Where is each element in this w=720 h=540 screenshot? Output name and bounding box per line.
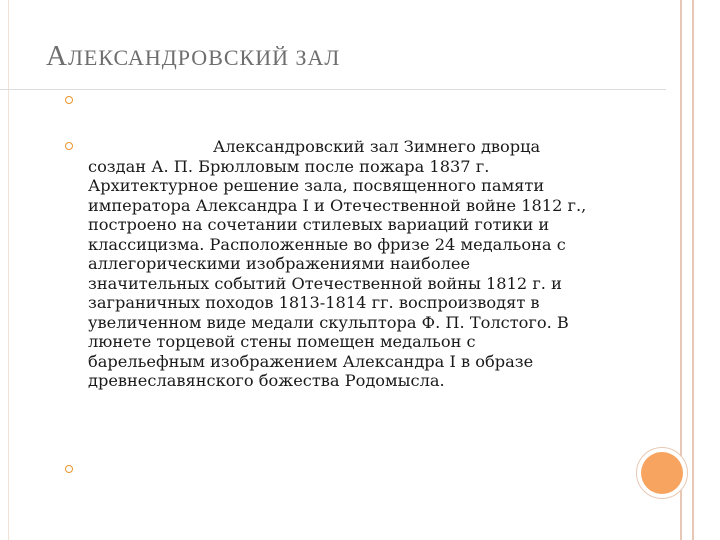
bullet-empty-top [65,96,73,104]
bullet-main [65,142,73,150]
body-line: значительных событий Отечественной войны 1812 г. и [88,273,562,293]
title-divider [0,89,666,90]
body-line: увеличенном виде медали скульптора Ф. П. Толстого. В [88,312,569,332]
slide-title [46,40,340,73]
body-line: построено на сочетании стилевых вариаций готики и [88,215,550,234]
slide-body-text [88,137,648,391]
body-line: барельефным изображением Александра I в образе [88,351,534,371]
slide-title-rest: ЛЕКСАНДРОВСКИЙ ЗАЛ [67,45,341,70]
decorative-circle-fill [641,452,683,494]
body-line: заграничных походов 1813-1814 гг. воспроизводят в [88,293,540,312]
body-line: древнеславянского божества Родомысла. [88,371,445,390]
body-line: классицизма. Расположенные во фризе 24 медальона с [88,234,566,254]
body-line: Александровский зал Зимнего дворца [213,137,541,156]
body-line: создан А. П. Брюлловым после пожара 1837 г. [88,156,490,176]
body-line: аллегорическими изображениями наиболее [88,254,471,273]
frame-line-right-inner [692,0,694,540]
body-line: императора Александра I и Отечественной войне 1812 г., [88,195,587,215]
bullet-empty-bottom [65,465,73,473]
slide-title-cap: А [46,40,68,72]
frame-line-left [8,0,9,540]
body-line: Архитектурное решение зала, посвященного памяти [88,176,545,195]
body-line: люнете торцевой стены помещен медальон с [88,332,476,351]
